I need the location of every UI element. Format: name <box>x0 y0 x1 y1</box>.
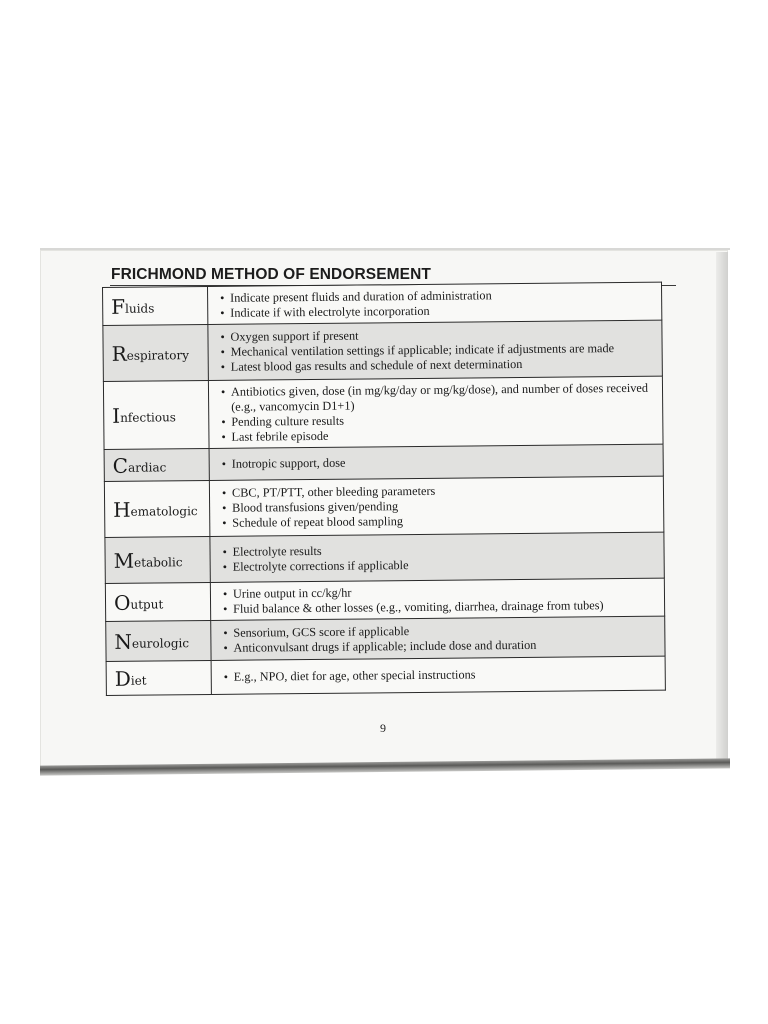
category-initial: R <box>111 341 127 366</box>
guideline-cell <box>211 656 665 694</box>
page-top-edge <box>40 248 730 250</box>
table-row-neurologic <box>106 616 665 661</box>
category-cell <box>106 660 211 695</box>
category-cell <box>104 448 209 481</box>
guideline-cell <box>209 444 663 480</box>
endorsement-table <box>102 282 666 696</box>
guideline-item: • E.g., NPO, diet for age, other special instructions <box>224 666 657 685</box>
category-cell <box>103 380 209 449</box>
category-label: iet <box>130 673 147 688</box>
guideline-item: • Anticonvulsant drugs if applicable; include dose and duration <box>223 636 656 655</box>
guideline-list <box>222 540 655 574</box>
guideline-item: • CBC, PT/PTT, other bleeding parameters <box>222 482 655 501</box>
guideline-cell <box>208 320 663 380</box>
category-cell <box>103 286 208 325</box>
table-row-metabolic <box>105 532 664 583</box>
guideline-item: • Sensorium, GCS score if applicable <box>223 621 656 640</box>
category-cell <box>105 536 210 583</box>
document-title: FRICHMOND METHOD OF ENDORSEMENT <box>111 266 431 283</box>
guideline-list <box>222 482 655 531</box>
category-label: etabolic <box>134 554 183 570</box>
guideline-list <box>224 666 657 685</box>
guideline-item: • Antibiotics given, dose (in mg/kg/day or mg/kg/dose), and number of doses received (e.g., vancomycin D1+1) <box>221 380 654 414</box>
guideline-cell <box>208 376 663 448</box>
guideline-item: • Fluid balance & other losses (e.g., vomiting, diarrhea, drainage from tubes) <box>223 597 656 616</box>
guideline-cell <box>210 532 664 582</box>
category-initial: C <box>112 453 129 478</box>
category-label: espiratory <box>126 347 190 363</box>
guideline-list <box>222 453 655 472</box>
table-row-respiratory <box>103 320 663 381</box>
guideline-cell <box>211 616 665 660</box>
guideline-cell <box>207 282 661 324</box>
guideline-item: • Indicate present fluids and duration of administration <box>220 286 653 305</box>
guideline-item: • Pending culture results <box>221 410 654 429</box>
category-label: ardiac <box>127 459 167 475</box>
guideline-item: • Latest blood gas results and schedule of next determination <box>221 356 654 375</box>
guideline-item: • Indicate if with electrolyte incorporation <box>220 301 653 320</box>
category-label: luids <box>125 300 155 316</box>
category-initial: M <box>113 548 135 573</box>
category-initial: F <box>111 294 126 319</box>
category-initial: D <box>114 666 131 691</box>
category-cell <box>104 480 210 537</box>
guideline-item: • Oxygen support if present <box>220 326 653 345</box>
guideline-item: • Schedule of repeat blood sampling <box>222 512 655 531</box>
category-label: utput <box>130 596 164 612</box>
guideline-list <box>221 380 655 444</box>
guideline-item: • Blood transfusions given/pending <box>222 497 655 516</box>
category-label: ematologic <box>130 503 198 519</box>
table-row-diet <box>106 656 665 695</box>
category-initial: N <box>114 629 133 654</box>
page-gutter-shadow <box>716 252 728 764</box>
table-row-hematologic <box>104 476 664 537</box>
guideline-item: • Urine output in cc/kg/hr <box>223 582 656 601</box>
category-cell <box>105 582 210 621</box>
table-row-cardiac <box>104 444 663 481</box>
category-initial: I <box>112 403 121 428</box>
category-label: nfectious <box>120 409 176 425</box>
endorsement-table-body <box>103 282 666 695</box>
endorsement-table-wrapper <box>102 282 666 696</box>
guideline-item: • Electrolyte corrections if applicable <box>223 555 656 574</box>
guideline-cell <box>210 578 664 620</box>
category-initial: H <box>113 497 131 522</box>
category-label: eurologic <box>131 635 190 651</box>
guideline-list <box>223 582 656 616</box>
table-row-infectious <box>103 376 663 449</box>
table-row-output <box>105 578 664 621</box>
category-cell <box>103 324 209 381</box>
guideline-list <box>220 286 653 320</box>
guideline-item: • Mechanical ventilation settings if applicable; indicate if adjustments are made <box>221 341 654 360</box>
guideline-list <box>220 326 653 375</box>
page-number: 9 <box>380 721 386 735</box>
table-row-fluids <box>103 282 662 325</box>
guideline-item: • Inotropic support, dose <box>222 453 655 472</box>
guideline-item: • Last febrile episode <box>221 425 654 444</box>
guideline-item: • Electrolyte results <box>222 540 655 559</box>
category-initial: O <box>113 590 131 615</box>
category-cell <box>106 620 211 661</box>
guideline-list <box>223 621 656 655</box>
guideline-cell <box>209 476 664 536</box>
